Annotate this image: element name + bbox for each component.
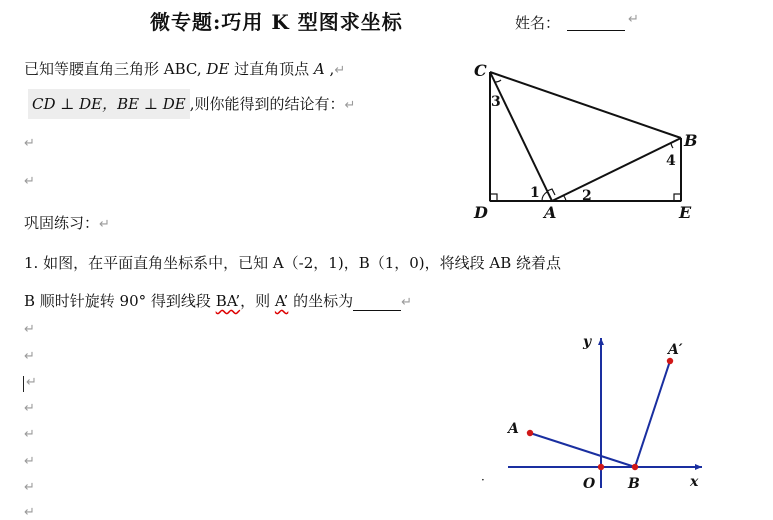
paragraph-mark: ↵: [24, 454, 35, 469]
paragraph-mark: ↵: [24, 322, 35, 337]
q1-text: B 顺时针旋转 90° 得到线段: [24, 292, 216, 310]
label-a: A: [544, 203, 557, 222]
q1-ba: BA’: [215, 292, 241, 310]
paragraph-mark: ↵: [24, 427, 35, 442]
q1-aprime: A’: [274, 292, 289, 310]
name-blank[interactable]: [567, 30, 625, 31]
angle-label-3: 3: [491, 94, 501, 110]
angle-label-2: 2: [582, 188, 592, 204]
paragraph-mark: ↵: [24, 480, 35, 495]
paragraph-mark: ↵: [334, 63, 346, 78]
label-y: y: [583, 334, 592, 350]
paragraph-mark: ↵: [24, 401, 35, 416]
q1-text-mid: ，则: [240, 292, 275, 310]
y-axis-arrow: [598, 338, 604, 345]
label-a: A: [508, 421, 519, 437]
intro-text: 已知等腰直角三角形 ABC,: [24, 60, 207, 78]
paragraph-mark: ↵: [24, 505, 35, 520]
point-o: [598, 464, 604, 470]
paragraph-mark: ↵: [401, 295, 412, 310]
label-b: B: [684, 131, 698, 150]
q1-text-end: 的坐标为: [288, 292, 354, 310]
paragraph-mark: ↵: [628, 12, 639, 27]
math-perpendicular: CD ⊥ DE，BE ⊥ DE: [28, 89, 190, 119]
math-a: A: [313, 60, 325, 78]
segment-ba-prime: [635, 361, 670, 467]
segment-ca: [490, 72, 552, 201]
label-a-prime: A′: [668, 342, 683, 358]
practice-heading: [24, 212, 110, 233]
question-1-line-2: [24, 290, 412, 311]
label-o: O: [583, 476, 596, 492]
text-cursor: [23, 376, 24, 392]
coordinate-figure: [478, 326, 718, 496]
label-x: x: [690, 474, 699, 490]
question-1-line-1: 1. 如图，在平面直角坐标系中，已知 A（-2，1)，B（1，0)，将线段 AB 绕着点: [24, 254, 562, 272]
angle-label-4: 4: [666, 153, 676, 169]
angle-label-1: 1: [530, 185, 540, 201]
intro-line-1: [24, 58, 345, 79]
label-d: D: [474, 203, 488, 222]
paragraph-mark: ↵: [26, 375, 37, 390]
segment-ab: [552, 138, 681, 201]
point-b: [632, 464, 638, 470]
intro-line-2: [28, 93, 355, 114]
practice-heading-text: 巩固练习：: [24, 214, 100, 232]
page-title: 微专题:巧用 K 型图求坐标: [150, 10, 403, 34]
paragraph-mark: ↵: [99, 217, 110, 232]
label-b: B: [628, 476, 640, 492]
right-angle-d: [490, 194, 497, 201]
angle-1-arc: [542, 192, 547, 201]
paragraph-mark: ↵: [24, 136, 35, 151]
point-a-prime: [667, 358, 673, 364]
answer-blank[interactable]: [353, 296, 401, 311]
paragraph-mark: ↵: [24, 349, 35, 364]
paragraph-mark: ↵: [24, 174, 35, 189]
segment-cb: [490, 72, 681, 138]
paragraph-mark: ↵: [344, 98, 356, 113]
intro-text-mid: 过直角顶点: [229, 60, 314, 78]
right-angle-e: [674, 194, 681, 201]
intro-question: ,则你能得到的结论有：: [189, 95, 345, 113]
k-shape-figure: [468, 58, 708, 228]
segment-ab: [530, 433, 635, 467]
name-label-text: 姓名：: [515, 14, 561, 32]
label-c: C: [474, 61, 487, 80]
stray-dot: ·: [481, 473, 485, 487]
intro-text-end: ,: [324, 60, 335, 78]
point-a: [527, 430, 533, 436]
math-de: DE: [206, 60, 230, 78]
x-axis-arrow: [695, 464, 702, 470]
label-e: E: [679, 203, 692, 222]
name-label: [515, 12, 560, 33]
